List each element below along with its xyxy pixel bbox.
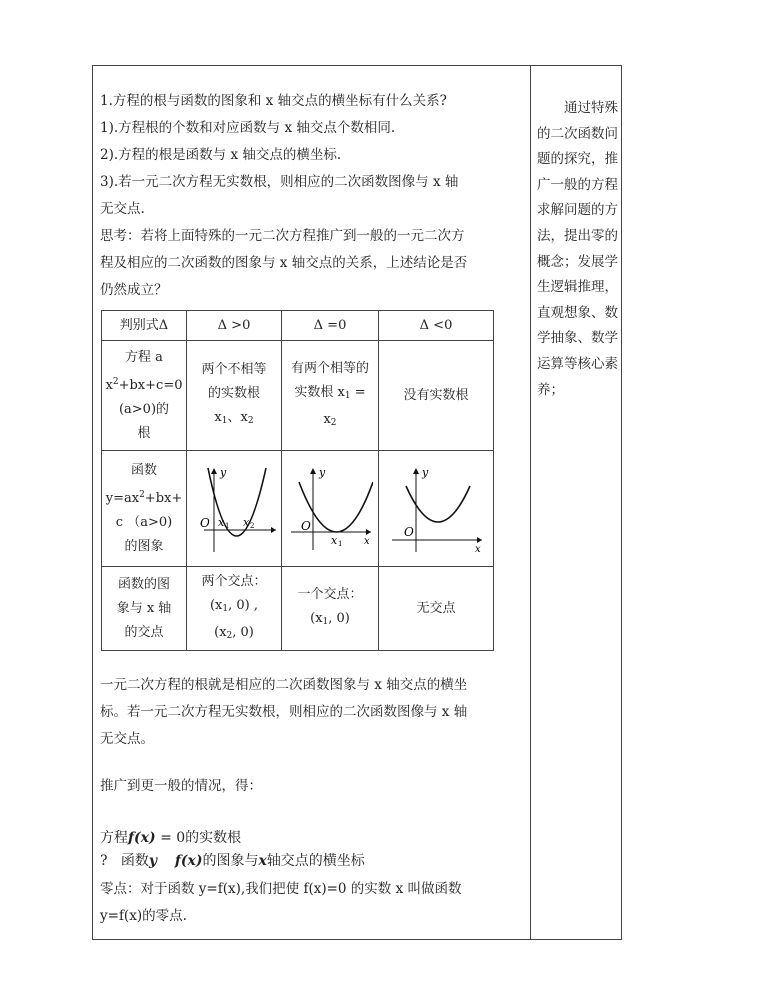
header-delta-negative: Δ <0 [379,311,494,341]
header-delta-positive: Δ >0 [187,311,282,341]
parabola-graph-no-root [388,464,484,554]
conclusion-line-2: 标。若一元二次方程无实数根，则相应的二次函数图像与 x 轴 [100,704,468,720]
header-discriminant: 判别式Δ [102,311,187,341]
graph-cell-one-root [282,451,379,567]
svg-text:y: y [220,465,227,479]
header-delta-zero: Δ =0 [282,311,379,341]
svg-text:2: 2 [250,521,255,530]
roots-two-equal: 有两个相等的 实数根 $x_1$ = $x_2$ [282,341,379,451]
side-note [537,96,619,403]
svg-text:1: 1 [225,521,230,530]
conclusion-line-3: 无交点。 [100,731,154,747]
svg-text:O: O [301,518,311,533]
main-content [100,88,525,304]
think-line-1: 思考：若将上面特殊的一元二次方程推广到一般的一元二次方 [100,228,465,244]
formula-function-intersection: ? 函数y f(x)的图象与x轴交点的横坐标 [100,853,365,869]
svg-text:O: O [404,524,414,539]
intersections-one: 一个交点： ($x_1$, 0) [282,567,379,651]
svg-text:y: y [319,465,326,479]
parabola-graph-two-roots [192,464,276,554]
svg-text:y: y [422,465,429,479]
conclusion-line-1: 一元二次方程的根就是相应的二次函数图象与 x 轴交点的横坐 [100,677,468,693]
zero-line-1: 零点：对于函数 y=f(x),我们把使 f(x)=0 的实数 x 叫做函数 [100,881,462,897]
generalize-text: 推广到更一般的情况，得： [100,778,262,794]
svg-text:1: 1 [338,539,343,548]
roots-two-distinct: 两个不相等 的实数根 $x_1$、$x_2$ [187,341,282,451]
svg-text:x: x [218,515,225,529]
zero-line-2: y=f(x)的零点. [100,908,187,924]
intersections-none: 无交点 [379,567,494,651]
side-note-text: 通过特殊的二次函数问题的探究，推广一般的方程求解问题的方法，提出零的概念；发展学生逻辑推理，直观想象、数学抽象、数学运算等核心素养； [537,100,618,398]
svg-text:x: x [364,535,370,547]
answer-1: 1).方程根的个数和对应函数与 x 轴交点个数相同. [100,120,396,136]
question-1: 1.方程的根与函数的图象和 x 轴交点的横坐标有什么关系? [100,93,447,109]
row-label-equation-roots: 方程 a $x^2+bx+c=0$ (a>0)的 根 [102,341,187,451]
answer-2: 2).方程的根是函数与 x 轴交点的横坐标. [100,147,342,163]
formula-equation-roots: 方程f(x) = 0的实数根 [100,830,242,846]
think-line-3: 仍然成立？ [100,282,168,298]
intersections-two: 两个交点： ($x_1$, 0) , ($x_2$, 0) [187,567,282,651]
row-label-intersections: 函数的图 象与 x 轴 的交点 [102,567,187,651]
graph-cell-no-root [379,451,494,567]
zero-definition [100,876,525,930]
conclusion-block [100,672,525,753]
discriminant-table [101,310,494,651]
svg-text:O: O [200,515,210,530]
think-line-2: 程及相应的二次函数的图象与 x 轴交点的关系，上述结论是否 [100,255,468,271]
answer-3-line-2: 无交点. [100,201,145,217]
row-label-function-graph: 函数 $y=ax^2+bx+$ c （a>0) 的图象 [102,451,187,567]
graph-cell-two-roots [187,451,282,567]
answer-3-line-1: 3).若一元二次方程无实数根，则相应的二次函数图像与 x 轴 [100,174,459,190]
svg-text:x: x [243,515,250,529]
roots-none: 没有实数根 [379,341,494,451]
column-divider [530,65,531,940]
svg-text:x: x [475,543,481,554]
parabola-graph-one-root [287,464,373,554]
svg-text:x: x [331,533,338,547]
